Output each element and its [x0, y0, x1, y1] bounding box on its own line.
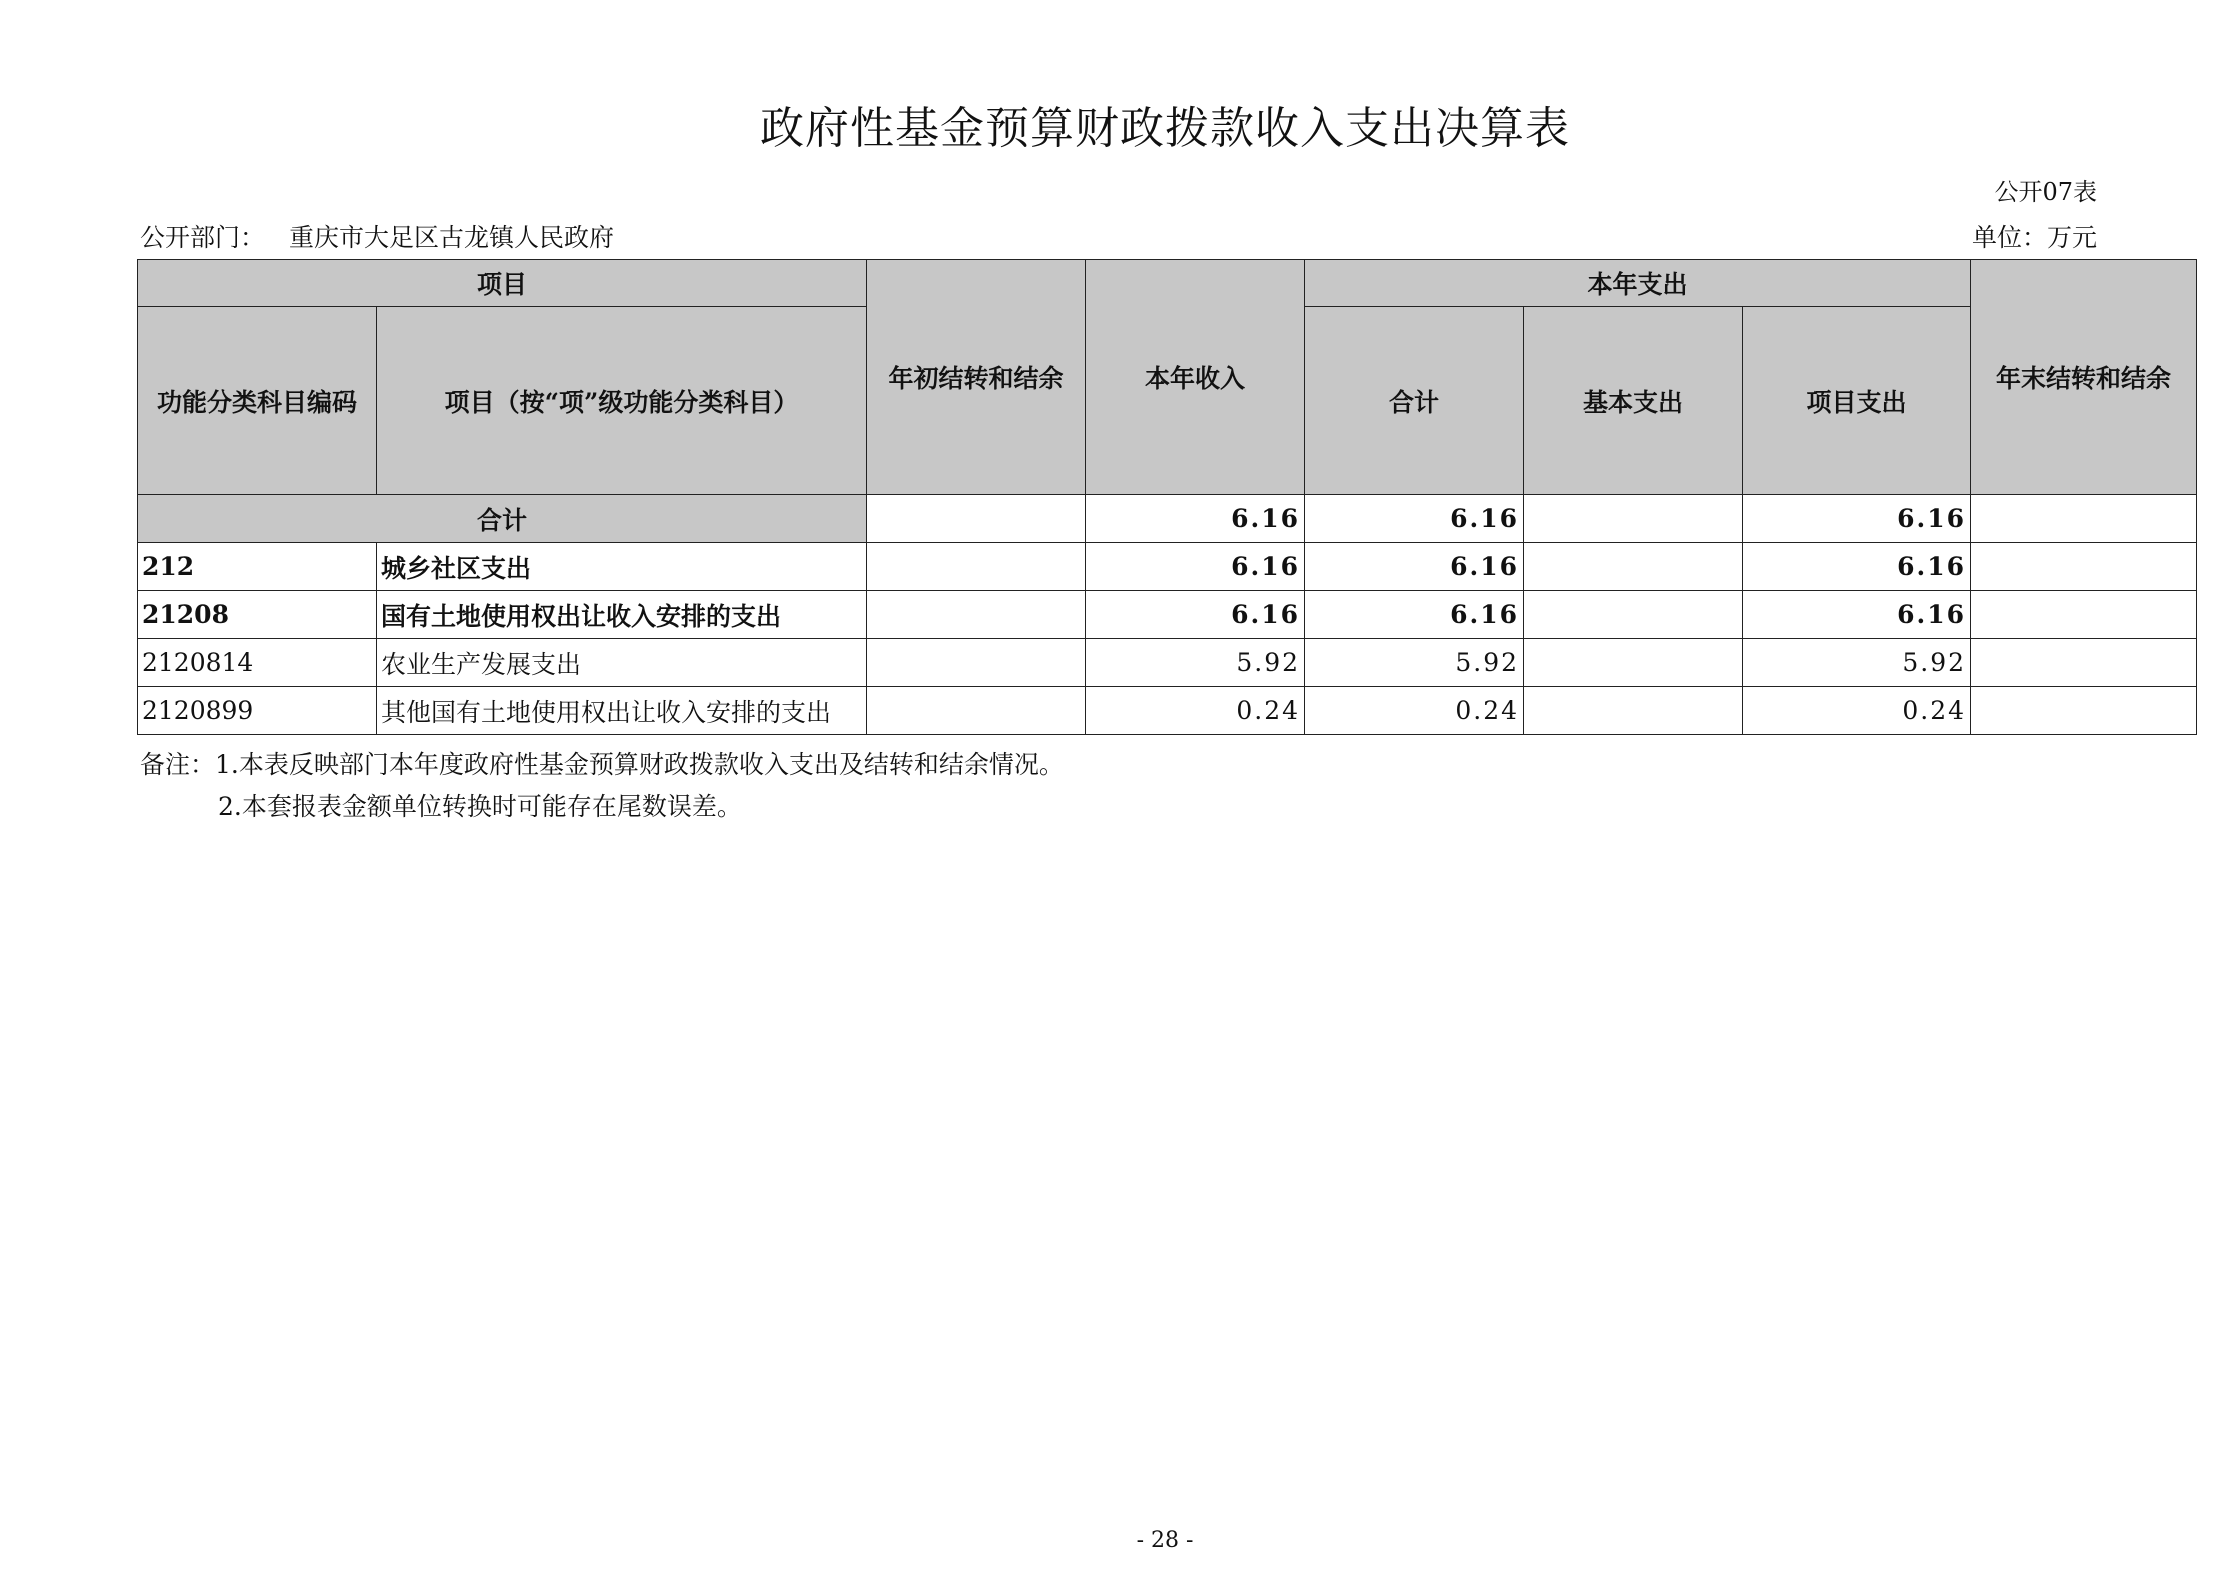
row-name: 国有土地使用权出让收入安排的支出 — [377, 591, 867, 639]
row-expense-basic — [1524, 687, 1743, 735]
row-begin-balance — [867, 543, 1086, 591]
row-expense-total: 0.24 — [1305, 687, 1524, 735]
table-row — [138, 687, 2197, 735]
header-project-group: 项目 — [138, 260, 867, 307]
row-expense-basic — [1524, 543, 1743, 591]
row-expense-total: 5.92 — [1305, 639, 1524, 687]
row-end-balance — [1971, 591, 2197, 639]
page-number: - 28 - — [1136, 1528, 1194, 1553]
row-code: 21208 — [138, 591, 377, 639]
total-label: 合计 — [138, 495, 867, 543]
unit-label: 单位：万元 — [1971, 223, 2097, 252]
row-begin-balance — [867, 639, 1086, 687]
row-income: 6.16 — [1086, 543, 1305, 591]
budget-table — [137, 259, 2197, 735]
row-income: 5.92 — [1086, 639, 1305, 687]
row-end-balance — [1971, 543, 2197, 591]
header-code: 功能分类科目编码 — [138, 307, 377, 495]
row-expense-basic — [1524, 591, 1743, 639]
table-row — [138, 639, 2197, 687]
table-number: 公开07表 — [1994, 178, 2097, 206]
department-name: 重庆市大足区古龙镇人民政府 — [289, 223, 615, 252]
notes — [140, 744, 1064, 828]
row-expense-project: 6.16 — [1743, 591, 1971, 639]
row-expense-total: 6.16 — [1305, 591, 1524, 639]
row-code: 2120814 — [138, 639, 377, 687]
total-expense-total: 6.16 — [1305, 495, 1524, 543]
header-end-balance: 年末结转和结余 — [1971, 260, 2197, 495]
row-expense-basic — [1524, 639, 1743, 687]
row-end-balance — [1971, 687, 2197, 735]
department-line — [140, 218, 614, 254]
row-expense-total: 6.16 — [1305, 543, 1524, 591]
row-name: 农业生产发展支出 — [377, 639, 867, 687]
row-income: 6.16 — [1086, 591, 1305, 639]
row-income: 0.24 — [1086, 687, 1305, 735]
total-expense-basic — [1524, 495, 1743, 543]
total-expense-project: 6.16 — [1743, 495, 1971, 543]
table-row — [138, 591, 2197, 639]
row-end-balance — [1971, 639, 2197, 687]
header-name: 项目（按“项”级功能分类科目） — [377, 307, 867, 495]
header-expense-project: 项目支出 — [1743, 307, 1971, 495]
note-line-1: 备注：1.本表反映部门本年度政府性基金预算财政拨款收入支出及结转和结余情况。 — [140, 750, 1064, 779]
header-expense-basic: 基本支出 — [1524, 307, 1743, 495]
row-begin-balance — [867, 591, 1086, 639]
table-row — [138, 543, 2197, 591]
row-code: 212 — [138, 543, 377, 591]
total-row — [138, 495, 2197, 543]
row-expense-project: 6.16 — [1743, 543, 1971, 591]
total-begin-balance — [867, 495, 1086, 543]
note-line-2: 2.本套报表金额单位转换时可能存在尾数误差。 — [218, 792, 742, 821]
row-code: 2120899 — [138, 687, 377, 735]
row-name: 其他国有土地使用权出让收入安排的支出 — [377, 687, 867, 735]
header-expense-total: 合计 — [1305, 307, 1524, 495]
page-title: 政府性基金预算财政拨款收入支出决算表 — [760, 103, 1570, 154]
total-income: 6.16 — [1086, 495, 1305, 543]
row-begin-balance — [867, 687, 1086, 735]
row-expense-project: 5.92 — [1743, 639, 1971, 687]
header-begin-balance: 年初结转和结余 — [867, 260, 1086, 495]
header-income: 本年收入 — [1086, 260, 1305, 495]
department-label: 公开部门： — [140, 223, 266, 252]
row-name: 城乡社区支出 — [377, 543, 867, 591]
total-end-balance — [1971, 495, 2197, 543]
header-expense-group: 本年支出 — [1305, 260, 1971, 307]
row-expense-project: 0.24 — [1743, 687, 1971, 735]
